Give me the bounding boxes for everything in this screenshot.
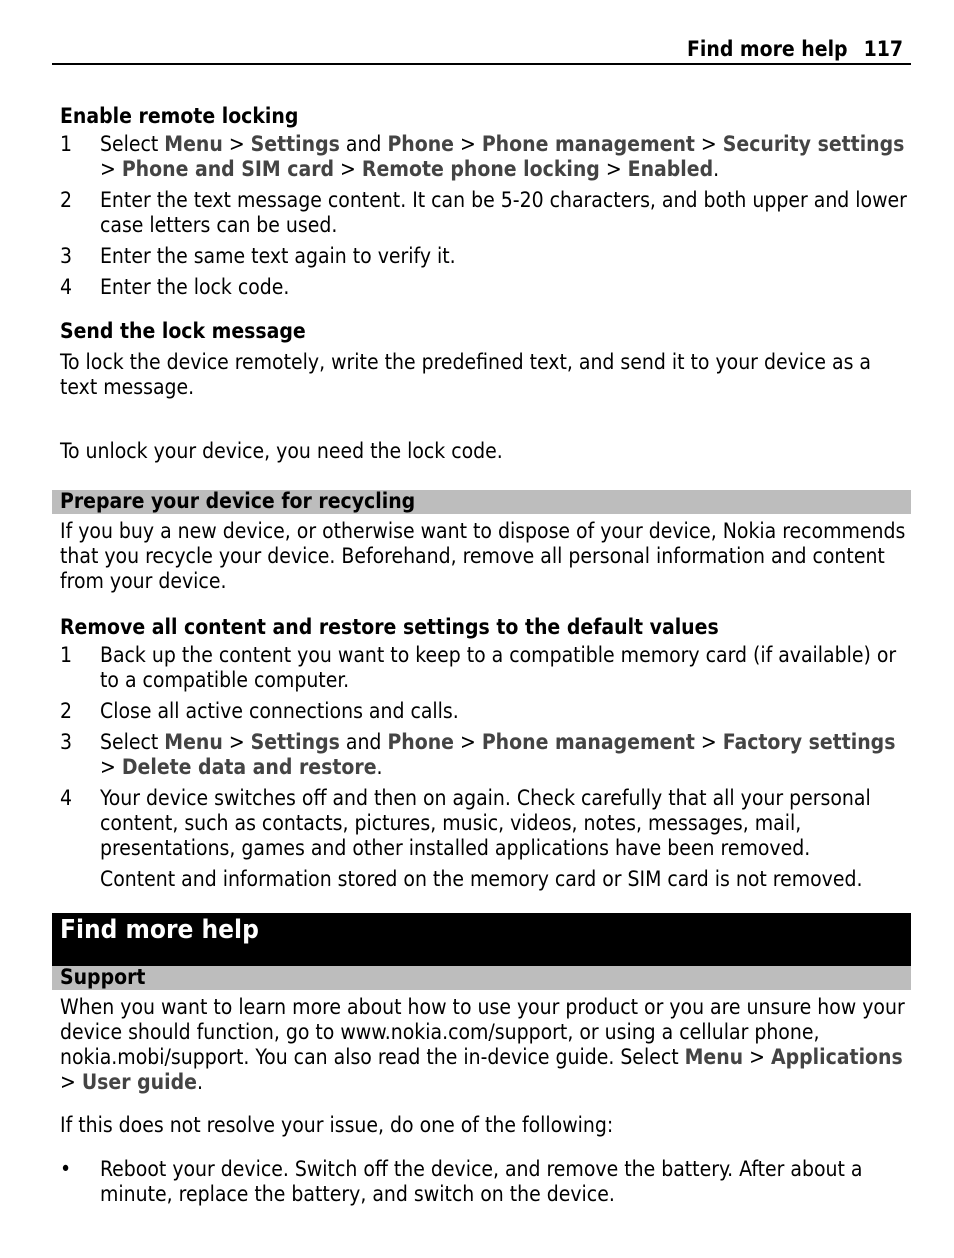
step-number: 1: [60, 643, 73, 667]
menu-path-term: Enabled: [627, 157, 714, 181]
menu-path-term: Phone management: [481, 730, 695, 754]
menu-path-term: User guide: [81, 1070, 197, 1094]
inline-text: >: [222, 132, 251, 156]
inline-text: >: [454, 132, 482, 156]
note-text: Content and information stored on the memory card or SIM card is not removed.: [100, 867, 863, 891]
inline-text: .: [713, 157, 720, 181]
paragraph: [60, 995, 910, 1095]
step-number: 3: [60, 730, 73, 754]
step-number: 2: [60, 699, 73, 723]
menu-path-term: Menu: [164, 730, 223, 754]
inline-text: >: [694, 730, 723, 754]
heading-send-lock-message: Send the lock message: [60, 319, 306, 343]
inline-text: >: [60, 1070, 82, 1094]
menu-path-term: Factory settings: [722, 730, 896, 754]
menu-path-term: Phone and SIM card: [121, 157, 335, 181]
section-title: Support: [60, 965, 146, 989]
running-head: [687, 36, 903, 62]
paragraph: To unlock your device, you need the lock code.: [60, 439, 503, 463]
step-number: 3: [60, 244, 73, 268]
step-text: Enter the same text again to verify it.: [100, 244, 456, 268]
bullet-text: Reboot your device. Switch off the device, and remove the battery. After about a minute, replace the battery, and switch on the device.: [100, 1157, 863, 1206]
inline-text: >: [222, 730, 251, 754]
page-number: 117: [863, 37, 903, 61]
paragraph: If this does not resolve your issue, do one of the following:: [60, 1113, 614, 1137]
inline-text: Select: [100, 730, 165, 754]
running-header: [52, 36, 911, 65]
inline-text: >: [599, 157, 628, 181]
menu-path-term: Settings: [250, 132, 340, 156]
step-text: Back up the content you want to keep to a compatible memory card (if available) or to a compatible computer.: [100, 643, 897, 692]
running-head-title: Find more help: [686, 37, 848, 61]
section-bar-recycling: [52, 490, 911, 514]
menu-path-term: Menu: [684, 1045, 744, 1069]
inline-text: >: [454, 730, 482, 754]
inline-text: and: [339, 730, 388, 754]
menu-path-term: Delete data and restore: [121, 755, 377, 779]
inline-text: and: [339, 132, 388, 156]
chapter-title: Find more help: [60, 915, 259, 945]
step-text: Enter the lock code.: [100, 275, 290, 299]
step-number: 1: [60, 132, 73, 156]
step-text: Your device switches off and then on again. Check carefully that all your personal content, such as contacts, pictures, music, videos, notes, messages, mail, presentations, games and other installed applications have been removed.: [100, 786, 871, 860]
inline-text: .: [196, 1070, 203, 1094]
inline-text: >: [100, 755, 122, 779]
inline-text: When you want to learn more about how to use your product or you are unsure how your device should function, go to www.nokia.com/support, or using a cellular phone, nokia.mobi/support. You can also read the in-device guide. Select: [60, 995, 905, 1069]
menu-path-term: Phone: [387, 730, 454, 754]
heading-remove-content: Remove all content and restore settings to the default values: [60, 615, 719, 639]
inline-text: .: [376, 755, 383, 779]
paragraph: If you buy a new device, or otherwise want to dispose of your device, Nokia recommends that you recycle your device. Beforehand, remove all personal information and content from your device.: [60, 519, 906, 593]
step-text: [100, 730, 910, 780]
section-bar-support: [52, 966, 911, 990]
menu-path-term: Phone management: [481, 132, 695, 156]
inline-text: >: [743, 1045, 771, 1069]
inline-text: >: [334, 157, 362, 181]
menu-path-term: Remote phone locking: [361, 157, 600, 181]
paragraph: To lock the device remotely, write the predefined text, and send it to your device as a text message.: [60, 350, 872, 399]
inline-text: >: [694, 132, 723, 156]
menu-path-term: Applications: [770, 1045, 903, 1069]
step-number: 4: [60, 275, 73, 299]
inline-text: >: [100, 157, 122, 181]
menu-path-term: Menu: [164, 132, 223, 156]
menu-path-term: Security settings: [722, 132, 905, 156]
step-text: Close all active connections and calls.: [100, 699, 459, 723]
chapter-bar-find-more-help: [52, 913, 911, 966]
step-number: 4: [60, 786, 73, 810]
heading-enable-remote-locking: Enable remote locking: [60, 104, 299, 128]
step-text: Enter the text message content. It can be 5-20 characters, and both upper and lower case letters can be used.: [100, 188, 907, 237]
inline-text: Select: [100, 132, 165, 156]
menu-path-term: Phone: [387, 132, 454, 156]
step-text: [100, 132, 910, 182]
menu-path-term: Settings: [250, 730, 340, 754]
step-number: 2: [60, 188, 73, 212]
bullet-mark: •: [60, 1157, 72, 1181]
section-title: Prepare your device for recycling: [60, 489, 416, 513]
